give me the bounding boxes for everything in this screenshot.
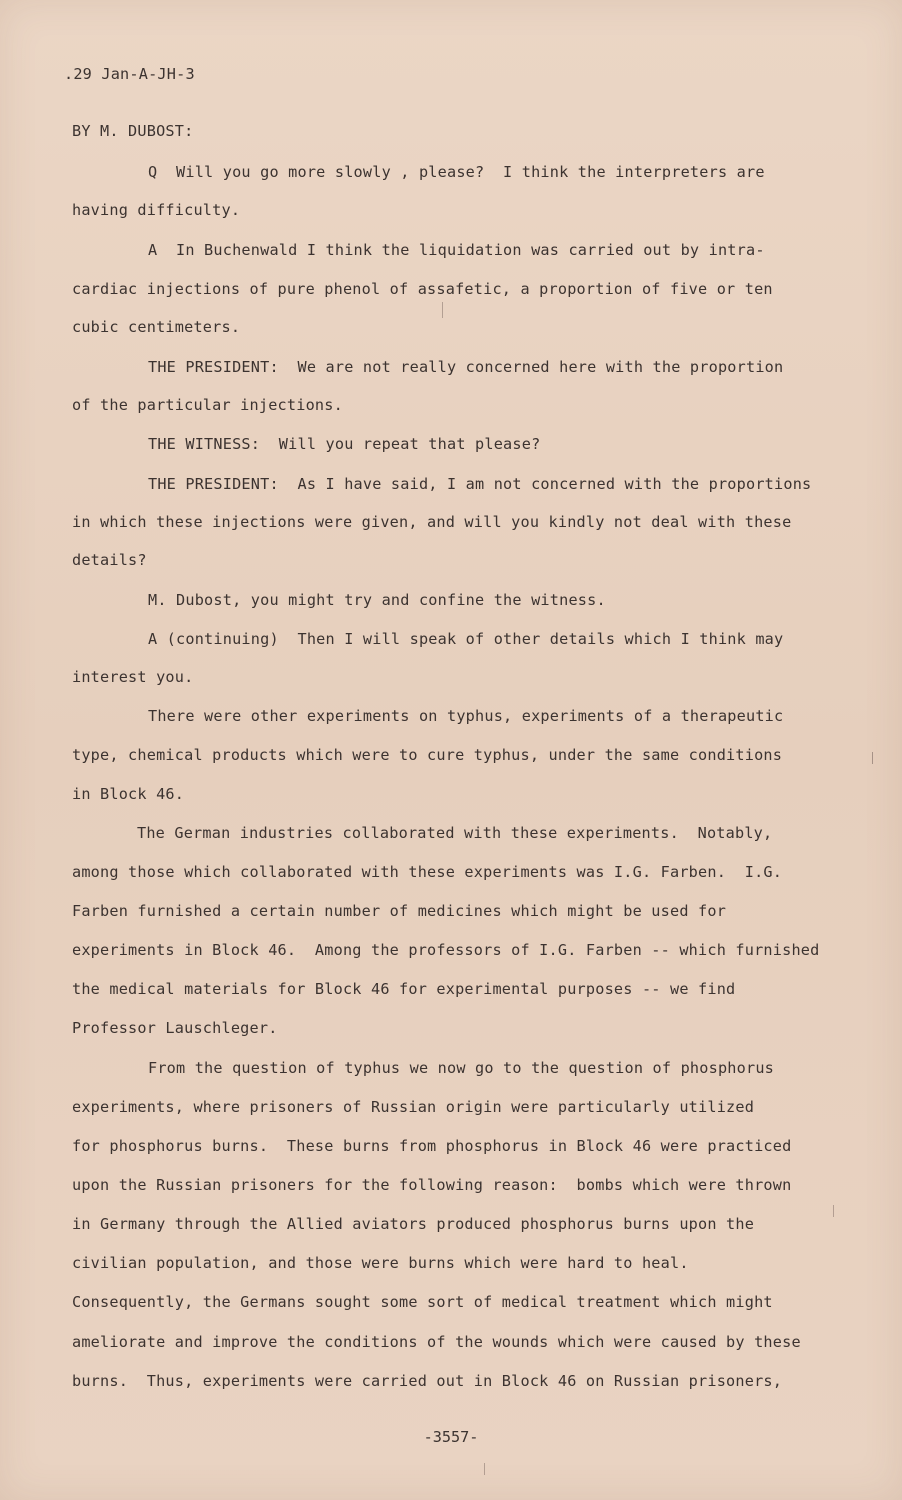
text-line: ameliorate and improve the conditions of the wounds which were caused by these bbox=[72, 1333, 801, 1351]
text-line: The German industries collaborated with these experiments. Notably, bbox=[137, 824, 773, 842]
text-line: THE PRESIDENT: As I have said, I am not concerned with the proportions bbox=[148, 475, 812, 493]
text-line: upon the Russian prisoners for the following reason: bombs which were thrown bbox=[72, 1176, 792, 1194]
text-line: in which these injections were given, and will you kindly not deal with these bbox=[72, 513, 792, 531]
text-line: cubic centimeters. bbox=[72, 318, 241, 336]
text-line: interest you. bbox=[72, 668, 194, 686]
text-line: A In Buchenwald I think the liquidation was carried out by intra- bbox=[148, 241, 765, 259]
stray-mark bbox=[484, 1463, 485, 1475]
text-line: having difficulty. bbox=[72, 201, 241, 219]
text-line: From the question of typhus we now go to the question of phosphorus bbox=[148, 1059, 775, 1077]
text-line: THE WITNESS: Will you repeat that please? bbox=[148, 435, 541, 453]
document-reference: .29 Jan-A-JH-3 bbox=[64, 65, 195, 83]
text-line: cardiac injections of pure phenol of assafetic, a proportion of five or ten bbox=[72, 280, 773, 298]
text-line: the medical materials for Block 46 for experimental purposes -- we find bbox=[72, 980, 736, 998]
text-line: burns. Thus, experiments were carried out in Block 46 on Russian prisoners, bbox=[72, 1372, 783, 1390]
text-line: in Block 46. bbox=[72, 785, 185, 803]
text-line: in Germany through the Allied aviators produced phosphorus burns upon the bbox=[72, 1215, 755, 1233]
text-line: M. Dubost, you might try and confine the witness. bbox=[148, 591, 606, 609]
text-line: THE PRESIDENT: We are not really concerned here with the proportion bbox=[148, 358, 784, 376]
text-line: among those which collaborated with these experiments was I.G. Farben. I.G. bbox=[72, 863, 783, 881]
text-line: type, chemical products which were to cure typhus, under the same conditions bbox=[72, 746, 783, 764]
text-line: There were other experiments on typhus, experiments of a therapeutic bbox=[148, 707, 784, 725]
text-line: details? bbox=[72, 551, 147, 569]
text-line: for phosphorus burns. These burns from phosphorus in Block 46 were practiced bbox=[72, 1137, 792, 1155]
text-line: Farben furnished a certain number of medicines which might be used for bbox=[72, 902, 727, 920]
stray-mark bbox=[872, 752, 873, 764]
stray-mark bbox=[833, 1205, 834, 1217]
text-line: Consequently, the Germans sought some sort of medical treatment which might bbox=[72, 1293, 773, 1311]
stray-mark bbox=[442, 302, 443, 318]
page-number: -3557- bbox=[423, 1428, 479, 1446]
text-line: of the particular injections. bbox=[72, 396, 343, 414]
text-line: civilian population, and those were burns which were hard to heal. bbox=[72, 1254, 689, 1272]
text-line: Q Will you go more slowly , please? I think the interpreters are bbox=[148, 163, 765, 181]
text-line: experiments in Block 46. Among the professors of I.G. Farben -- which furnished bbox=[72, 941, 820, 959]
text-line: A (continuing) Then I will speak of other details which I think may bbox=[148, 630, 784, 648]
text-line: experiments, where prisoners of Russian origin were particularly utilized bbox=[72, 1098, 755, 1116]
speaker-heading: BY M. DUBOST: bbox=[72, 122, 194, 140]
text-line: Professor Lauschleger. bbox=[72, 1019, 278, 1037]
